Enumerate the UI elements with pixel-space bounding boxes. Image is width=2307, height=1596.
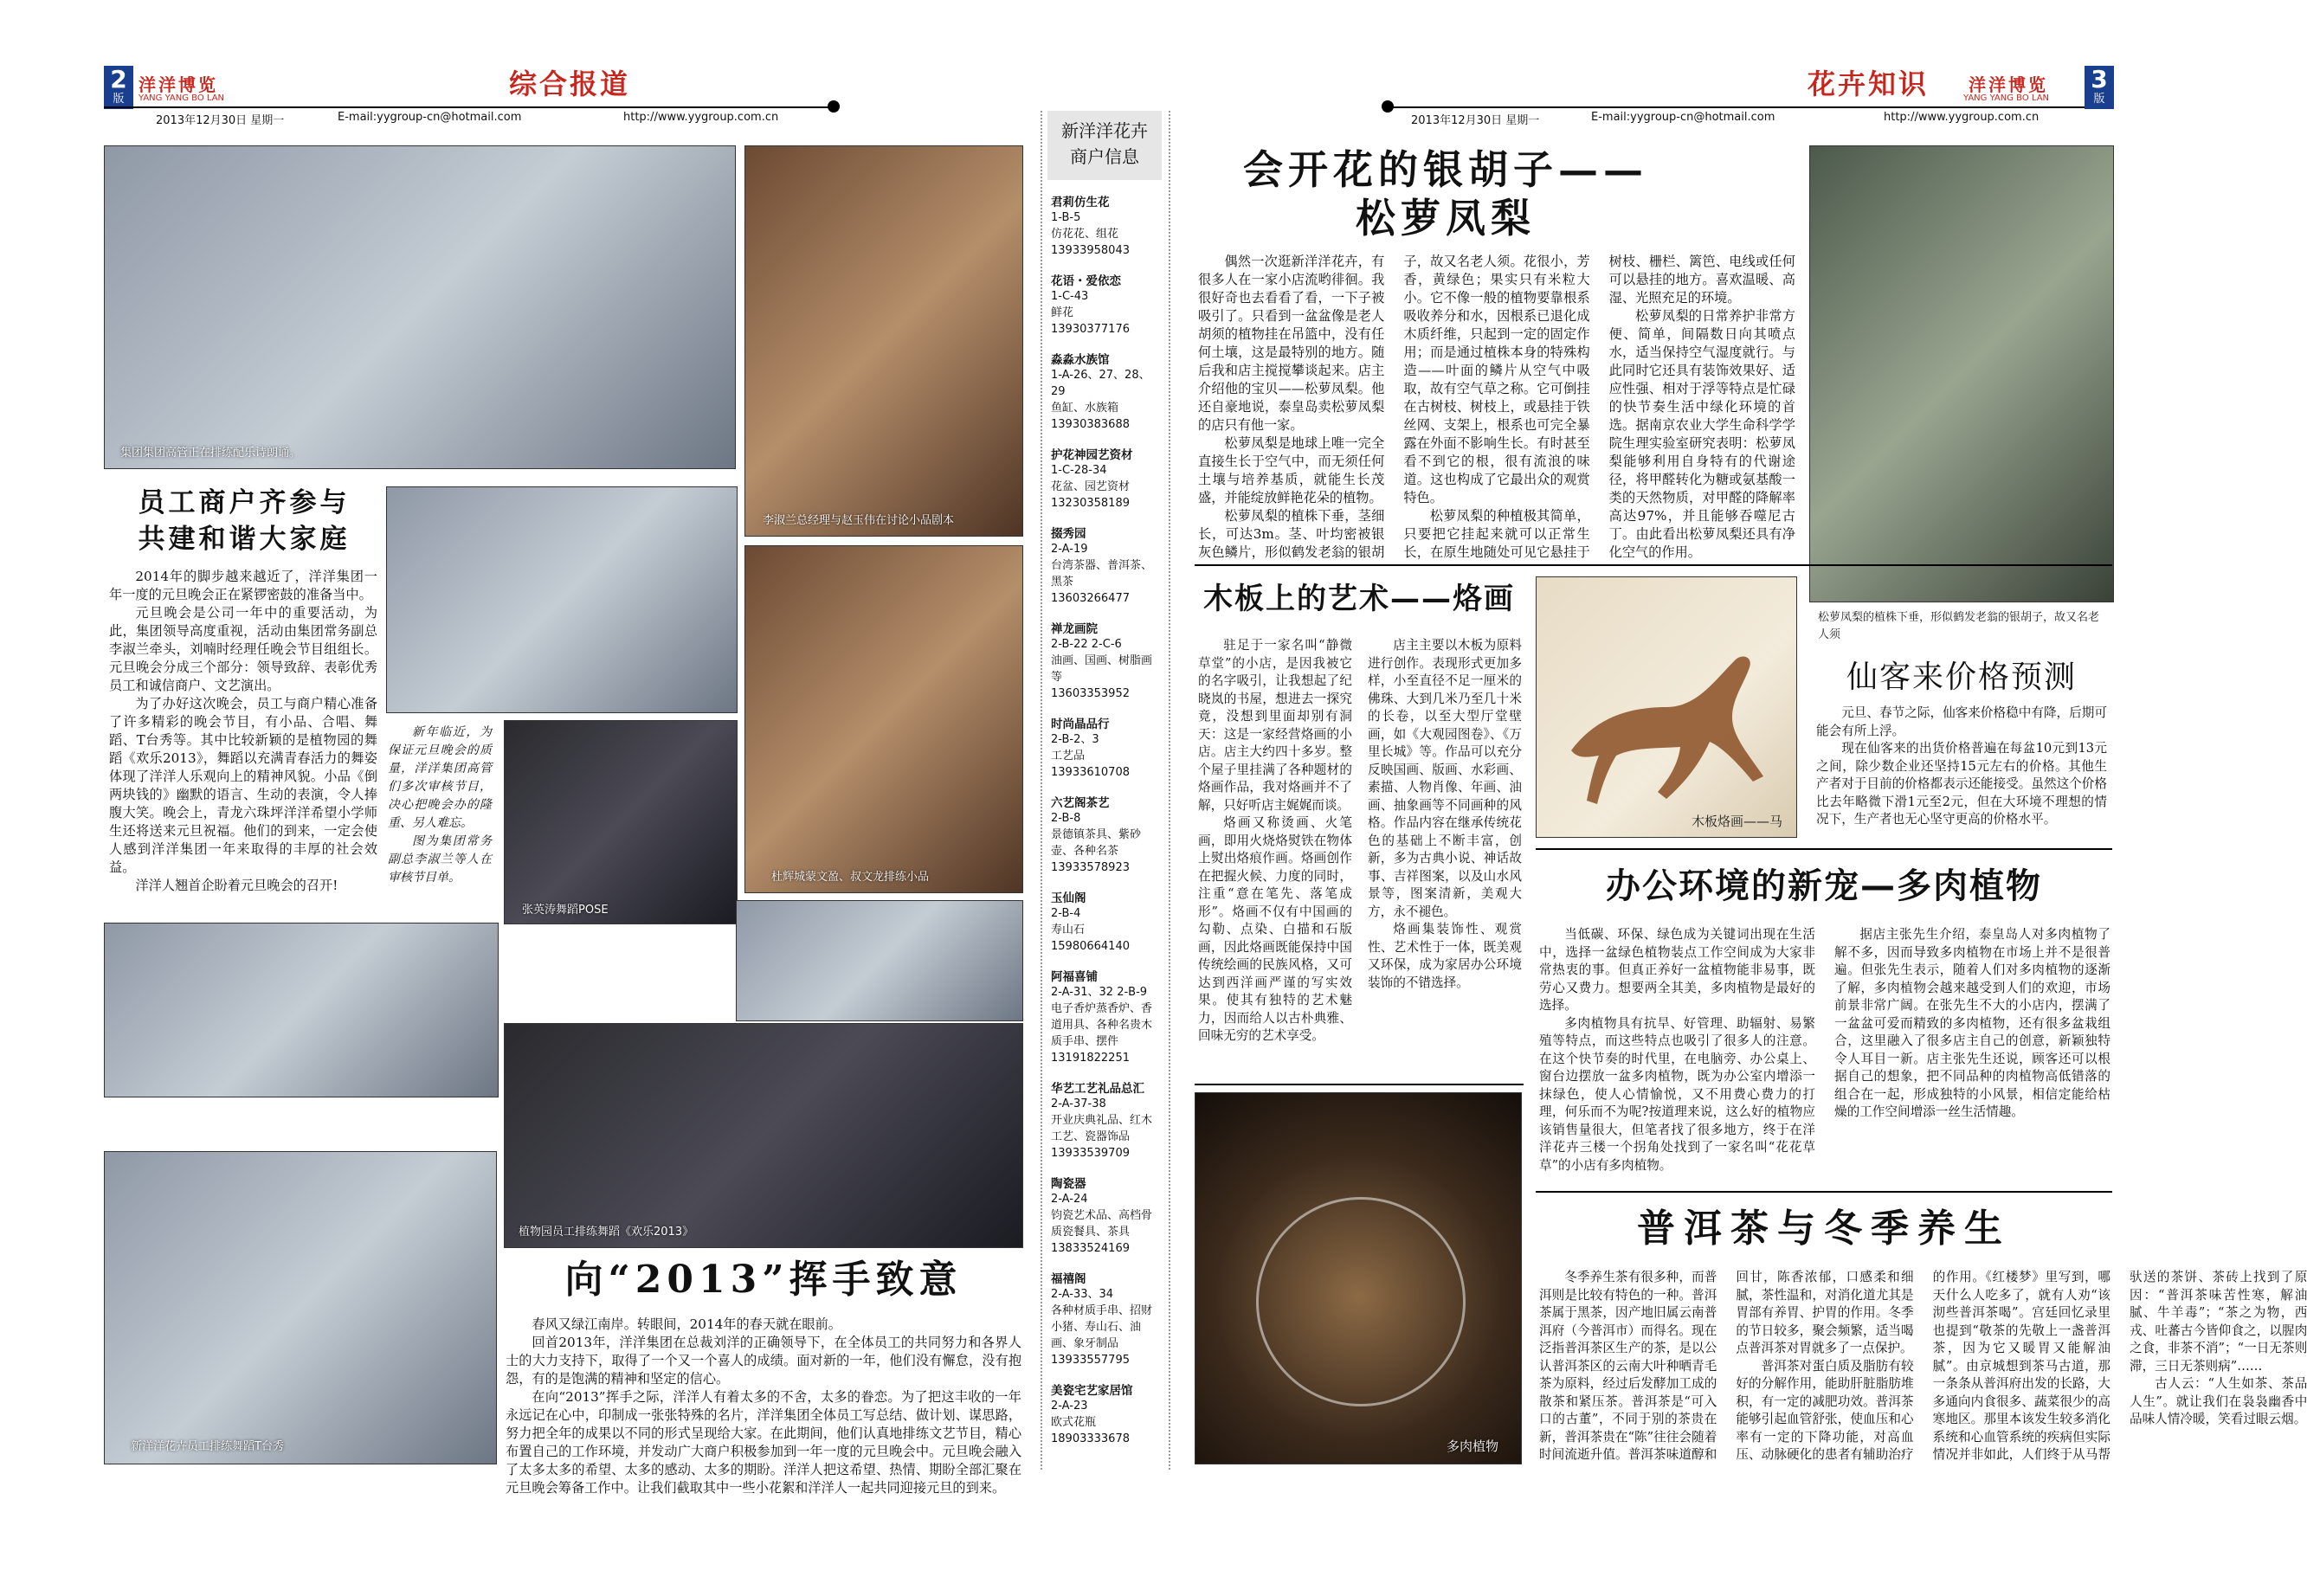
photo-pyrography-horse (1536, 576, 1797, 838)
merchant-tel: 13933578923 (1051, 861, 1130, 874)
right-email[interactable]: E-mail:yygroup-cn@hotmail.com (1591, 111, 1775, 124)
merchant-loc: 1-B-5 (1051, 211, 1081, 224)
right-date-line: 2013年12月30日 星期一 (1411, 114, 1540, 127)
merchant-tel: 13833524169 (1051, 1242, 1130, 1255)
merchant-loc: 2-B-8 (1051, 812, 1081, 825)
right-page-number: 3 (2091, 65, 2108, 93)
terrarium-globe (1256, 1197, 1466, 1406)
merchant-loc: 1-C-43 (1051, 290, 1089, 303)
merchant-item (1051, 1078, 1160, 1162)
right-rule-4 (1536, 1191, 2112, 1193)
article-tea-paragraph: 普洱茶对蛋白质及脂肪有较好的分解作用，能助肝脏脂肪堆积，有一定的减肥功效。普洱茶能够引起血管舒张，使血压和心率有一定的下降功能，对高血压、动脉硬化的患者有辅助治疗的作用。《红楼梦》里写到，哪天什么人吃多了，就有人劝“该沏些普洱茶喝”。宫廷回忆录里也提到“敬茶的先敬上一盏普洱茶，因为它又暖胃又能解油腻”。由京城想到茶马古道，那一条条从普洱府出发的长路，大多通向内食很多、蔬菜很少的高寒地区。那里本该发生较多消化系统和心血管系统的疾病但实际情况并非如此，人们终于从马帮驮送的茶饼、茶砖上找到了原因：“普洱茶味苦性寒，解油腻、牛羊毒”；“茶之为物，西戎、吐蕃古今皆仰食之，以腥肉之食，非茶不消”；“一日无茶则滞，三日无茶则病”…… (1736, 1270, 2307, 1462)
merchant-desc: 钧瓷艺术品、高档骨质瓷餐具、茶具 (1051, 1209, 1153, 1239)
article-pyro-body (1198, 637, 1522, 1070)
merchant-item (1051, 793, 1160, 876)
article-succulent-title: 办公环境的新宠—多肉植物 (1606, 866, 2042, 906)
merchant-loc: 2-B-4 (1051, 907, 1081, 920)
merchant-item (1051, 714, 1160, 781)
merchant-tel: 13930377176 (1051, 323, 1130, 336)
photo-tstage-rehearsal (104, 1151, 497, 1464)
merchant-name: 阿福喜铺 (1051, 970, 1098, 984)
merchant-name: 六艺阁茶艺 (1051, 796, 1110, 810)
merchant-loc: 2-A-33、34 (1051, 1288, 1114, 1301)
article-succulent-body (1539, 926, 2110, 1186)
article-price-paragraph: 元旦、春节之际，仙客来价格稳中有降，后期可能会有所上浮。 (1816, 705, 2107, 738)
right-section-title: 花卉知识 (1808, 68, 1930, 100)
horse-illustration-icon (1537, 577, 1796, 837)
merchant-item (1051, 888, 1160, 955)
photo-succulent-terrarium-caption: 多肉植物 (1447, 1438, 1499, 1454)
left-header-rule (104, 106, 833, 108)
merchant-name: 禅龙画院 (1051, 622, 1098, 636)
merchant-desc: 欧式花瓶 (1051, 1416, 1097, 1429)
article-2013-paragraph: 回首2013年，洋洋集团在总裁刘洋的正确领导下，在全体员工的共同努力和各界人士的大力支持下，取得了一个又一个喜人的成绩。面对新的一年，他们没有懈怠，没有抱怨，有的是饱满的精神和坚定的信心。 (506, 1335, 1021, 1387)
merchant-loc: 2-A-24 (1051, 1193, 1088, 1206)
merchant-column-left-border (1041, 111, 1042, 1470)
left-page-number-badge (104, 66, 133, 109)
merchant-desc: 各种材质手串、招财小猪、寿山石、油画、象牙制品 (1051, 1304, 1153, 1350)
merchant-loc: 2-B-22 2-C-6 (1051, 638, 1122, 651)
merchant-tel: 15980664140 (1051, 940, 1130, 953)
merchant-name: 掇秀园 (1051, 527, 1086, 541)
article-family-sidebar (388, 724, 492, 887)
merchant-item (1051, 192, 1160, 259)
article-family-body (109, 568, 377, 895)
right-rule-2 (1536, 848, 2112, 850)
photo-dance-rehearsal (504, 1023, 1023, 1248)
merchant-name: 时尚晶品行 (1051, 718, 1110, 731)
merchant-item (1051, 445, 1160, 512)
article-airplant-title (1195, 145, 1697, 242)
article-airplant-paragraph: 松萝凤梨的日常养护非常方便、简单，间隔数日向其喷点水，适当保持空气湿度就行。与此同时它还具有装饰效果好、适应性强、相对于浮等特点是忙碌的快节奏生活中绿化环境的首选。据南京农业大学生命科学学院生理实验室研究表明：松萝凤梨能够利用自身特有的代谢途径，将甲醛转化为糖或氨基酸一类的天然物质，对甲醛的降解率高达97%，并且能够吞噬尼古丁。由此看出松萝凤梨还具有净化空气的作用。 (1608, 308, 1795, 560)
article-price-body (1816, 705, 2107, 829)
left-email[interactable]: E-mail:yygroup-cn@hotmail.com (338, 111, 522, 124)
photo-tstage-rehearsal-caption: 新洋洋花卉员工排练舞蹈T台秀 (131, 1440, 284, 1453)
merchant-column-title-line1: 新洋洋花卉 (1061, 120, 1148, 141)
article-succulent-paragraph: 多肉植物具有抗旱、好管理、助辐射、易繁殖等特点，而这些特点也吸引了很多人的注意。在这个快节奏的时代里，在电脑旁、办公桌上、窗台边摆放一盆多肉植物，既为办公室内增添一抹绿色，使人心情愉悦，又不用费心费力的打理，何乐而不为呢?按道理来说，这么好的植物应该销售量很大，但笔者找了很多地方，终于在洋洋花卉三楼一个拐角处找到了一家名叫“花花草草”的小店有多肉植物。 (1539, 1015, 1815, 1173)
right-rule-1 (1195, 564, 2112, 566)
merchant-name: 玉仙阁 (1051, 891, 1086, 905)
photo-dance-rehearsal-caption: 植物园员工排练舞蹈《欢乐2013》 (519, 1226, 694, 1239)
right-page-number-badge (2085, 66, 2114, 109)
merchant-column-title-line2: 商户信息 (1070, 146, 1139, 167)
merchant-tel: 13933610708 (1051, 766, 1130, 779)
photo-dance-pose (504, 720, 738, 924)
photo-meeting-room (736, 900, 1023, 1021)
article-2013-body (506, 1316, 1021, 1497)
photo-dance-pose-caption: 张英涛舞蹈POSE (522, 904, 609, 917)
merchant-name: 华艺工艺礼品总汇 (1051, 1082, 1144, 1096)
article-tea-body (1539, 1269, 2307, 1464)
merchant-tel: 13933557795 (1051, 1354, 1130, 1367)
article-family-paragraph: 洋洋人翘首企盼着元旦晚会的召开! (135, 878, 338, 893)
merchant-desc: 寿山石 (1051, 923, 1086, 936)
merchant-desc: 油画、国画、树脂画等 (1051, 654, 1153, 684)
article-2013-paragraph: 春风又绿江南岸。转眼间，2014年的春天就在眼前。 (532, 1316, 841, 1332)
photo-air-plant-caption: 松萝凤梨的植株下垂，形似鹤发老翁的银胡子，故又名老人须 (1818, 611, 2100, 641)
article-price-paragraph: 现在仙客来的出货价格普遍在每盆10元到13元之间，除少数企业还坚持15元左右的价格。其他生产者对于目前的价格都表示还能接受。虽然这个价格比去年略微下滑1元至2元，但在大环境不理想的情况下，生产者也无心坚守更高的价格水平。 (1816, 741, 2107, 827)
left-section-title: 综合报道 (509, 68, 631, 100)
photo-rehearsal-recital (104, 145, 736, 469)
photo-script-discussion (744, 145, 1023, 537)
merchant-desc: 开业庆典礼品、红木工艺、瓷器饰品 (1051, 1114, 1153, 1143)
merchant-item (1051, 1174, 1160, 1257)
merchant-desc: 工艺品 (1051, 750, 1086, 763)
merchant-name: 陶瓷器 (1051, 1177, 1086, 1191)
merchant-desc: 电子香炉蒸香炉、香道用具、各种名贵木质手串、摆件 (1051, 1002, 1153, 1048)
photo-sofa-meeting (104, 923, 499, 1097)
merchant-loc: 2-B-2、3 (1051, 733, 1099, 746)
merchant-column-right-border (1169, 111, 1170, 1470)
article-family-paragraph: 元旦晚会是公司一年中的重要活动，为此，集团领导高度重视，活动由集团常务副总李淑兰牵头，刘喃时经理任晚会节目组组长。元旦晚会分成三个部分：领导致辞、表彰优秀员工和诚信商户、文艺演出。 (109, 605, 377, 693)
photo-script-discussion-caption: 李淑兰总经理与赵玉伟在讨论小品剧本 (763, 514, 955, 527)
merchant-tel: 13230358189 (1051, 497, 1130, 510)
merchant-desc: 台湾茶器、普洱茶、黑茶 (1051, 559, 1153, 589)
merchant-item (1051, 350, 1160, 433)
article-family-paragraph: 为了办好这次晚会，员工与商户精心准备了许多精彩的晚会节目，有小品、合唱、舞蹈、T台秀等。其中比较新颖的是植物园的舞蹈《欢乐2013》，舞蹈以充满青春活力的舞姿体现了洋洋人乐观向上的精神风貌。小品《倒两块钱的》幽默的语言、生动的表演，令人捧腹大笑。晚会上，青龙六珠坪洋洋希望小学师生还将送来元旦祝福。他们的到来，一定会使人感到洋洋集团一年来取得的丰厚的社会效益。 (109, 696, 377, 875)
article-family-title-line1: 员工商户齐参与 (138, 487, 351, 518)
merchant-tel: 13191822251 (1051, 1052, 1130, 1065)
merchant-item (1051, 1269, 1160, 1368)
left-header-dot (828, 100, 840, 113)
article-pyro-paragraph: 烙画又称烫画、火笔画，即用火烧烙熨铁在物体上熨出烙痕作画。烙画创作在把握火候、力度的同时，注重“意在笔先、落笔成形”。烙画不仅有中国画的勾勒、点染、白描和石版画，因此烙画既能保持中国传统绘画的民族风格，又可达到西洋画严谨的写实效果。使其有独特的艺术魅力，因而给人以古朴典雅、回味无穷的艺术享受。 (1198, 815, 1352, 1043)
merchant-name: 护花神园艺资材 (1051, 448, 1133, 462)
merchant-name: 君莉仿生花 (1051, 196, 1110, 209)
merchant-tel: 13933539709 (1051, 1147, 1130, 1160)
merchant-tel: 13603266477 (1051, 592, 1130, 605)
article-succulent-paragraph: 据店主张先生介绍，泰皇岛人对多肉植物了解不多，因而导致多肉植物在市场上并不是很普遍。但张先生表示，随着人们对多肉植物的逐渐了解，多肉植物会越来越受到人们的欢迎，市场前景非常广阔。在张先生不大的小店内，摆满了一盆盆可爱而精致的多肉植物，还有很多盆栽组合，这里融入了很多店主自己的创意，新颖独特令人耳目一新。店主张先生还说，顾客还可以根据自己的想象，把不同品种的肉植物高低错落的组合在一起，形成独特的小风景，相信定能给枯燥的工作空间增添一丝生活情趣。 (1834, 927, 2110, 1119)
photo-skit-rehearsal-pair-caption: 杜辉城蒙文盈、叔文龙排练小品 (771, 871, 930, 884)
merchant-name: 福禧阁 (1051, 1272, 1086, 1286)
article-tea-paragraph: 古人云：“人生如茶、茶品人生”。就让我们在袅袅幽香中品味人情冷暖，笑看过眼云烟。 (2129, 1376, 2307, 1426)
photo-succulent-terrarium (1195, 1092, 1522, 1464)
article-price-title: 仙客来价格预测 (1846, 660, 2077, 695)
merchant-loc: 2-A-19 (1051, 543, 1088, 556)
article-tea-title: 普洱茶与冬季养生 (1637, 1207, 2011, 1251)
merchant-desc: 鲜花 (1051, 306, 1074, 319)
merchant-desc: 花盆、园艺资材 (1051, 480, 1131, 493)
merchant-column-header (1047, 111, 1162, 180)
merchant-loc: 1-C-28-34 (1051, 464, 1107, 477)
merchant-tel: 13930383688 (1051, 418, 1130, 431)
article-family-title-line2: 共建和谐大家庭 (138, 524, 351, 555)
merchant-item (1051, 524, 1160, 607)
right-header-rule (1389, 106, 2114, 108)
merchant-name: 美瓷宅艺家居馆 (1051, 1384, 1133, 1398)
left-page-number: 2 (110, 65, 127, 93)
article-family-sidebar-note: 新年临近，为保证元旦晚会的质量，洋洋集团高管们多次审核节目，决心把晚会办的隆重、另人难忘。 (388, 725, 492, 830)
article-pyro-paragraph: 烙画集装饰性、观赏性、艺术性于一体，既美观又环保，成为家居办公环境装饰的不错选择。 (1368, 922, 1522, 990)
article-pyro-paragraph: 店主主要以木板为原料进行创作。表现形式更加多样，小至直径不足一厘米的佛珠、大到几米乃至几十米的长卷，以至大型厅堂壁画，如《大观园图卷》、《万里长城》等。作品可以充分反映国画、版画、水彩画、素描、人物肖像、年画、油画、抽象画等不同画种的风格。作品内容在继承传统花色的基础上不断丰富，创新，多为古典小说、神话故事、吉祥图案，以及山水风景等，图案清新，美观大方，永不褪色。 (1368, 638, 1522, 919)
article-pyro-title: 木板上的艺术——烙画 (1203, 582, 1515, 616)
right-logo: 洋洋博览 (1969, 74, 2048, 95)
left-page-label: 版 (113, 93, 125, 106)
article-airplant-paragraph: 松萝凤梨的植株下垂，茎细长，可达3m。茎、叶均密被银灰色鳞片，形似鹤发老翁的银胡子，故又名老人须。花很小，芳香，黄绿色；果实只有米粒大小。它不像一般的植物要靠根系吸收养分和水，因根系已退化成木质纤维，只起到一定的固定作用；而是通过植株本身的特殊构造——叶面的鳞片从空气中吸取，故有空气草之称。它可倒挂在古树枝、树枝上，或悬挂于铁丝网、支架上，根系也可完全暴露在外面不影响生长。有时甚至看不到它的根，很有流浪的味道。这也构成了它最出众的观赏特色。 (1198, 254, 1590, 560)
merchant-loc: 2-A-23 (1051, 1400, 1088, 1413)
left-date-line: 2013年12月30日 星期一 (156, 114, 285, 127)
merchant-item (1051, 1380, 1160, 1447)
left-logo: 洋洋博览 (139, 74, 218, 95)
article-airplant-body (1198, 253, 1795, 564)
merchant-loc: 1-A-26、27、28、29 (1051, 369, 1150, 398)
article-airplant-paragraph: 偶然一次逛新洋洋花卉，有很多人在一家小店流哟徘徊。我很好奇也去看看了看，一下子被吸引了。只看到一盆盆像是老人胡须的植物挂在吊篮中，没有任何土壤，这是最特别的地方。随后我和店主搅搅攀谈起来。店主介绍他的宝贝——松萝凤梨。他还自豪地说，泰皇岛卖松萝凤梨的店只有他一家。 (1198, 254, 1385, 433)
photo-air-plant (1809, 145, 2114, 602)
article-family-sidebar-note: 图为集团常务副总李淑兰等人在审核节目单。 (388, 834, 492, 885)
photo-pyrography-horse-caption: 木板烙画——马 (1691, 814, 1782, 829)
article-airplant-paragraph: 松萝凤梨的种植极其简单，只要把它挂起来就可以正常生长，在原生地随处可见它悬挂于树枝、栅栏、篱笆、电线或任何可以悬挂的地方。喜欢温暖、高湿、光照充足的环境。 (1403, 254, 1795, 560)
article-family-paragraph: 2014年的脚步越来越近了，洋洋集团一年一度的元旦晚会正在紧锣密鼓的准备当中。 (109, 569, 377, 602)
right-url[interactable]: http://www.yygroup.com.cn (1884, 111, 2040, 124)
merchant-item (1051, 619, 1160, 702)
article-airplant-paragraph: 松萝凤梨是地球上唯一完全直接生长于空气中，而无须任何土壤与培养基质，就能生长茂盛，并能绽放鲜艳花朵的植物。 (1198, 435, 1385, 505)
photo-skit-rehearsal-group (386, 486, 738, 713)
photo-skit-rehearsal-pair (744, 545, 1023, 893)
merchant-loc: 2-A-31、32 2-B-9 (1051, 986, 1148, 999)
merchant-name: 花语・爱依恋 (1051, 274, 1121, 288)
right-page-label: 版 (2093, 93, 2105, 106)
article-airplant-title-line2: 松萝凤梨 (1356, 195, 1536, 241)
article-pyro-paragraph: 驻足于一家名叫“静微草堂”的小店，是因我被它的名字吸引，让我想起了纪晓岚的书屋，想进去一探究竟，没想到里面却别有洞天：这是一家经营烙画的小店。店主大约四十多岁。整个屋子里挂满了各种题材的烙画作品，我对烙画并不了解，只好听店主娓娓而谈。 (1198, 638, 1352, 813)
article-2013-paragraph: 在向“2013”挥手之际，洋洋人有着太多的不舍，太多的眷恋。为了把这丰收的一年永远记在心中，印制成一张张特殊的名片，洋洋集团全体员工写总结、做计划、谋思路，努力把全年的成果以不同的形式呈现给大家。在此期间，他们认真地排练文艺节目，精心布置自己的工作环境，并发动广大商户积极参加到一年一度的元旦晚会中。元旦晚会融入了太多太多的希望、太多的感动、太多的期盼。洋洋人把这希望、热情、期盼全部汇聚在元旦晚会筹备工作中。让我们截取其中一些小花絮和洋洋人一起共同迎接元旦的到来。 (506, 1389, 1021, 1496)
article-family-title (106, 485, 383, 557)
merchant-list (1051, 180, 1160, 1447)
merchant-loc: 2-A-37-38 (1051, 1097, 1106, 1110)
left-logo-sub: YANG YANG BO LAN (139, 93, 225, 103)
right-logo-sub: YANG YANG BO LAN (1963, 93, 2050, 103)
merchant-desc: 景德镇茶具、紫砂壶、各种名茶 (1051, 828, 1142, 858)
photo-rehearsal-recital-caption: 集团集团高管正在排练配乐诗朗诵。 (120, 447, 301, 460)
article-airplant-title-line1: 会开花的银胡子—— (1243, 146, 1648, 193)
merchant-tel: 13933958043 (1051, 244, 1130, 257)
merchant-item (1051, 967, 1160, 1066)
left-url[interactable]: http://www.yygroup.com.cn (623, 111, 779, 124)
merchant-tel: 13603353952 (1051, 687, 1130, 700)
merchant-item (1051, 271, 1160, 338)
merchant-desc: 仿花花、组花 (1051, 228, 1119, 241)
article-2013-title: 向“2013”挥手致意 (564, 1258, 963, 1302)
article-tea-paragraph: 冬季养生茶有很多种，而普洱则是比较有特色的一种。普洱茶属于黑茶，因产地旧属云南普洱府（今普洱市）而得名。现在泛指普洱茶区生产的茶，是以公认普洱茶区的云南大叶种晒青毛茶为原料，经过后发酵加工成的散茶和紧压茶。普洱茶是“可入口的古董”，不同于别的茶贵在新，普洱茶贵在“陈”往往会随着时间流逝升值。普洱茶味道醇和回甘，陈香浓郁，口感柔和细腻，茶性温和，对消化道尤其是胃部有养胃、护胃的作用。冬季的节日较多，聚会频繁，适当喝点普洱茶对胃就多了一点保护。 (1539, 1270, 1914, 1462)
merchant-name: 淼淼水族馆 (1051, 353, 1110, 367)
merchant-tel: 18903333678 (1051, 1432, 1130, 1445)
right-rule-3 (1195, 1084, 1524, 1085)
article-succulent-paragraph: 当低碳、环保、绿色成为关键词出现在生活中，选择一盆绿色植物装点工作空间成为大家非常热衷的事。但真正养好一盆植物能非易事，既劳心又费力。想要两全其美，多肉植物是最好的选择。 (1539, 927, 1815, 1013)
merchant-desc: 鱼缸、水族箱 (1051, 402, 1119, 415)
